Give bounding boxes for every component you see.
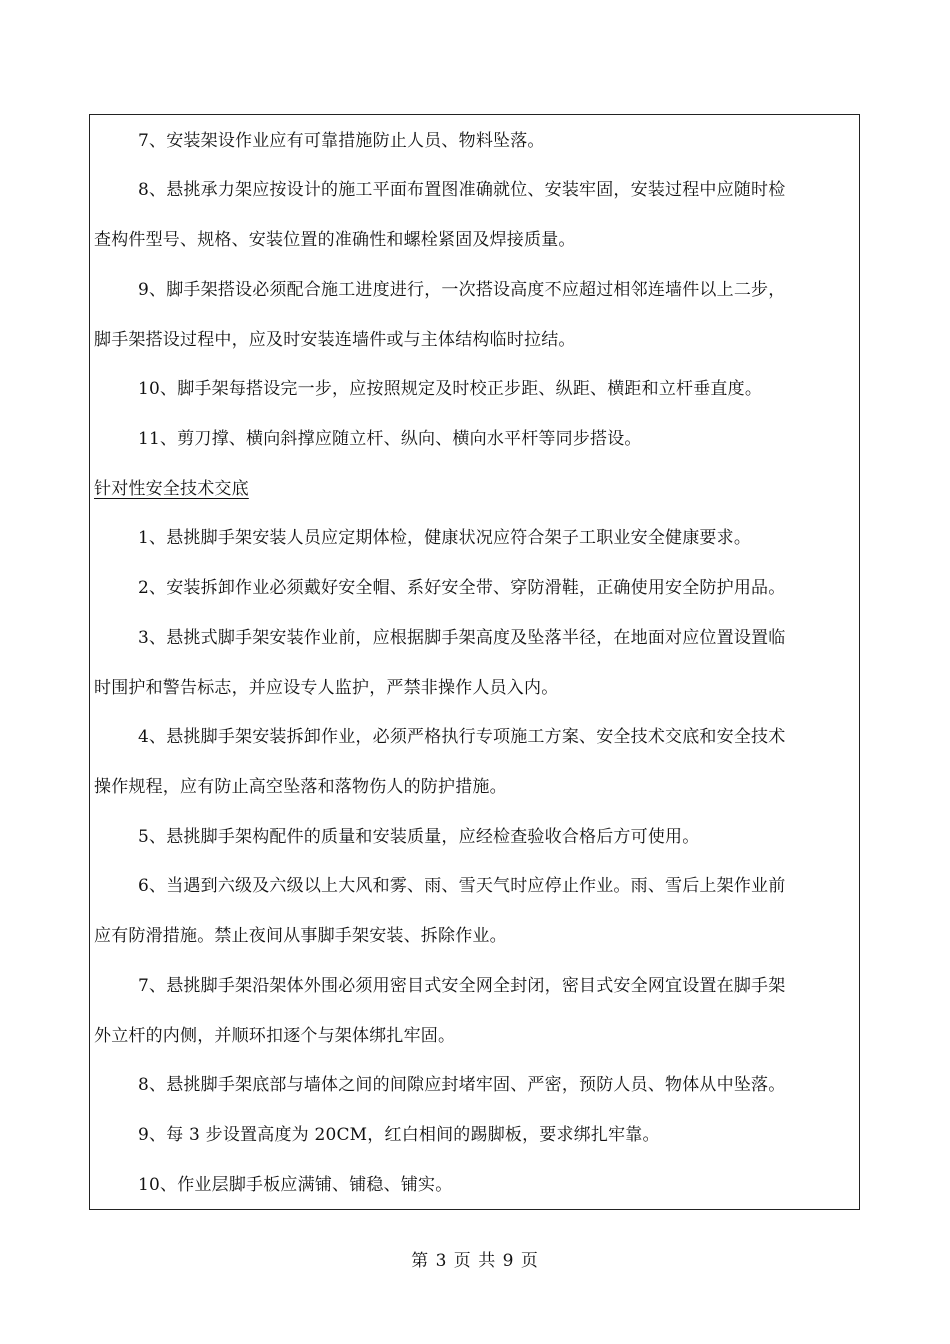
paragraph-line: 3、悬挑式脚手架安装作业前，应根据脚手架高度及坠落半径，在地面对应位置设置临 — [138, 628, 786, 648]
paragraph-line: 7、安装架设作业应有可靠措施防止人员、物料坠落。 — [138, 131, 545, 151]
paragraph-line: 4、悬挑脚手架安装拆卸作业，必须严格执行专项施工方案、安全技术交底和安全技术 — [138, 727, 786, 747]
paragraph-line: 9、每 3 步设置高度为 20CM，红白相间的踢脚板，要求绑扎牢靠。 — [138, 1125, 660, 1145]
section-heading-text: 针对性安全技术交底 — [94, 479, 249, 499]
paragraph-line: 9、脚手架搭设必须配合施工进度进行，一次搭设高度不应超过相邻连墙件以上二步， — [138, 280, 786, 300]
section-heading — [90, 477, 859, 501]
paragraph-line: 脚手架搭设过程中，应及时安装连墙件或与主体结构临时拉结。 — [94, 330, 576, 350]
paragraph-line: 时围护和警告标志，并应设专人监护，严禁非操作人员入内。 — [94, 678, 559, 698]
page-number-footer: 第 3 页 共 9 页 — [411, 1251, 539, 1271]
paragraph-line: 8、悬挑脚手架底部与墙体之间的间隙应封堵牢固、严密，预防人员、物体从中坠落。 — [138, 1075, 786, 1095]
paragraph-line: 8、悬挑承力架应按设计的施工平面布置图准确就位、安装牢固，安装过程中应随时检 — [138, 180, 786, 200]
paragraph-line: 查构件型号、规格、安装位置的准确性和螺栓紧固及焊接质量。 — [94, 230, 576, 250]
document-frame — [89, 114, 860, 1210]
paragraph-line: 11、剪刀撑、横向斜撑应随立杆、纵向、横向水平杆等同步搭设。 — [138, 429, 642, 449]
paragraph-line: 5、悬挑脚手架构配件的质量和安装质量，应经检查验收合格后方可使用。 — [138, 827, 700, 847]
paragraph-line: 6、当遇到六级及六级以上大风和雾、雨、雪天气时应停止作业。雨、雪后上架作业前 — [138, 876, 786, 896]
paragraph-line: 外立杆的内侧，并顺环扣逐个与架体绑扎牢固。 — [94, 1026, 456, 1046]
paragraph-line: 7、悬挑脚手架沿架体外围必须用密目式安全网全封闭，密目式安全网宜设置在脚手架 — [138, 976, 786, 996]
paragraph-line: 应有防滑措施。禁止夜间从事脚手架安装、拆除作业。 — [94, 926, 507, 946]
paragraph-line: 10、脚手架每搭设完一步，应按照规定及时校正步距、纵距、横距和立杆垂直度。 — [138, 379, 763, 399]
paragraph-line: 10、作业层脚手板应满铺、铺稳、铺实。 — [138, 1175, 453, 1195]
paragraph-line: 1、悬挑脚手架安装人员应定期体检，健康状况应符合架子工职业安全健康要求。 — [138, 528, 752, 548]
paragraph-line: 操作规程，应有防止高空坠落和落物伤人的防护措施。 — [94, 777, 507, 797]
paragraph-line: 2、安装拆卸作业必须戴好安全帽、系好安全带、穿防滑鞋，正确使用安全防护用品。 — [138, 578, 786, 598]
